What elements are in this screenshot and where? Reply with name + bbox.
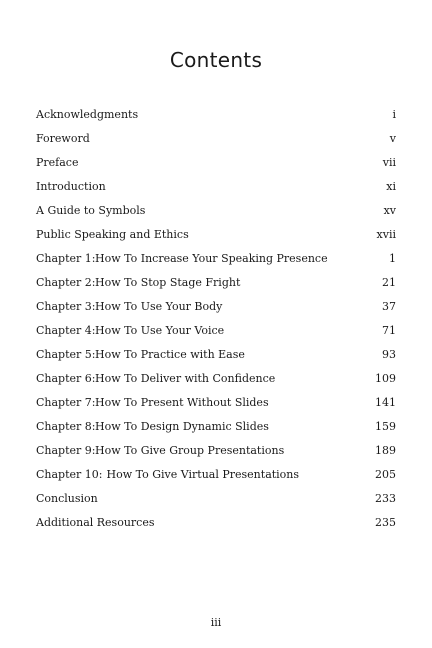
toc-entry-page-number: vii xyxy=(382,156,396,169)
toc-entry xyxy=(36,322,396,346)
toc-entry-page-number: 233 xyxy=(375,492,396,505)
toc-entry-page-number: 141 xyxy=(375,396,396,409)
toc-entry-title: How To Increase Your Speaking Presence xyxy=(95,252,328,265)
toc-entry-chapter-number: Chapter 3: xyxy=(36,300,96,313)
toc-entry-chapter-number: Chapter 6: xyxy=(36,372,96,385)
toc-entry-page-number: 21 xyxy=(382,276,396,289)
toc-entry xyxy=(36,298,396,322)
toc-entry-title: How To Present Without Slides xyxy=(95,396,269,409)
toc-entry xyxy=(36,274,396,298)
toc-entry-title: How To Practice with Ease xyxy=(95,348,245,361)
toc-entry-page-number: 235 xyxy=(375,516,396,529)
toc-entry-title: Introduction xyxy=(36,180,106,193)
table-of-contents xyxy=(36,106,396,538)
toc-entry-chapter-number: Chapter 9: xyxy=(36,444,96,457)
toc-entry xyxy=(36,466,396,490)
toc-entry-title: How To Give Virtual Presentations xyxy=(106,468,300,481)
toc-entry-page-number: 205 xyxy=(375,468,396,481)
toc-entry-title: A Guide to Symbols xyxy=(36,204,146,217)
toc-entry-title: Foreword xyxy=(36,132,90,145)
toc-entry xyxy=(36,394,396,418)
toc-entry xyxy=(36,250,396,274)
toc-entry xyxy=(36,226,396,250)
toc-entry-page-number: i xyxy=(392,108,396,121)
toc-entry xyxy=(36,154,396,178)
toc-entry-chapter-number: Chapter 7: xyxy=(36,396,96,409)
toc-entry xyxy=(36,490,396,514)
toc-entry-title: Preface xyxy=(36,156,79,169)
toc-entry xyxy=(36,202,396,226)
toc-entry-chapter-number: Chapter 10: xyxy=(36,468,103,481)
toc-entry-title: Additional Resources xyxy=(36,516,155,529)
toc-entry-title: Public Speaking and Ethics xyxy=(36,228,189,241)
page-title: Contents xyxy=(169,48,263,72)
toc-entry xyxy=(36,418,396,442)
toc-entry-chapter-number: Chapter 5: xyxy=(36,348,96,361)
toc-entry xyxy=(36,346,396,370)
toc-entry-chapter-number: Chapter 1: xyxy=(36,252,96,265)
toc-entry-page-number: 109 xyxy=(375,372,396,385)
toc-entry-chapter-number: Chapter 2: xyxy=(36,276,96,289)
toc-entry-title: Acknowledgments xyxy=(36,108,139,121)
toc-entry-chapter-number: Chapter 4: xyxy=(36,324,96,337)
toc-entry xyxy=(36,106,396,130)
toc-entry-chapter-number: Chapter 8: xyxy=(36,420,96,433)
toc-entry-page-number: xv xyxy=(383,204,396,217)
toc-entry-page-number: 1 xyxy=(389,252,396,265)
toc-entry-title: How To Use Your Voice xyxy=(95,324,225,337)
toc-entry-page-number: xvii xyxy=(376,228,396,241)
toc-entry-page-number: v xyxy=(389,132,396,145)
toc-entry-page-number: 71 xyxy=(382,324,396,337)
toc-entry-title: How To Give Group Presentations xyxy=(95,444,285,457)
toc-entry xyxy=(36,442,396,466)
toc-entry xyxy=(36,370,396,394)
toc-entry-page-number: xi xyxy=(386,180,396,193)
toc-entry-page-number: 93 xyxy=(382,348,396,361)
toc-entry xyxy=(36,130,396,154)
toc-entry-title: How To Stop Stage Fright xyxy=(95,276,241,289)
toc-entry-title: How To Design Dynamic Slides xyxy=(95,420,269,433)
toc-entry-title: Conclusion xyxy=(36,492,98,505)
toc-entry-page-number: 189 xyxy=(375,444,396,457)
toc-entry-title: How To Use Your Body xyxy=(95,300,223,313)
toc-entry-title: How To Deliver with Confidence xyxy=(95,372,276,385)
toc-entry xyxy=(36,178,396,202)
toc-entry xyxy=(36,514,396,538)
page-number: iii xyxy=(210,616,222,629)
toc-entry-page-number: 159 xyxy=(375,420,396,433)
toc-entry-page-number: 37 xyxy=(382,300,396,313)
